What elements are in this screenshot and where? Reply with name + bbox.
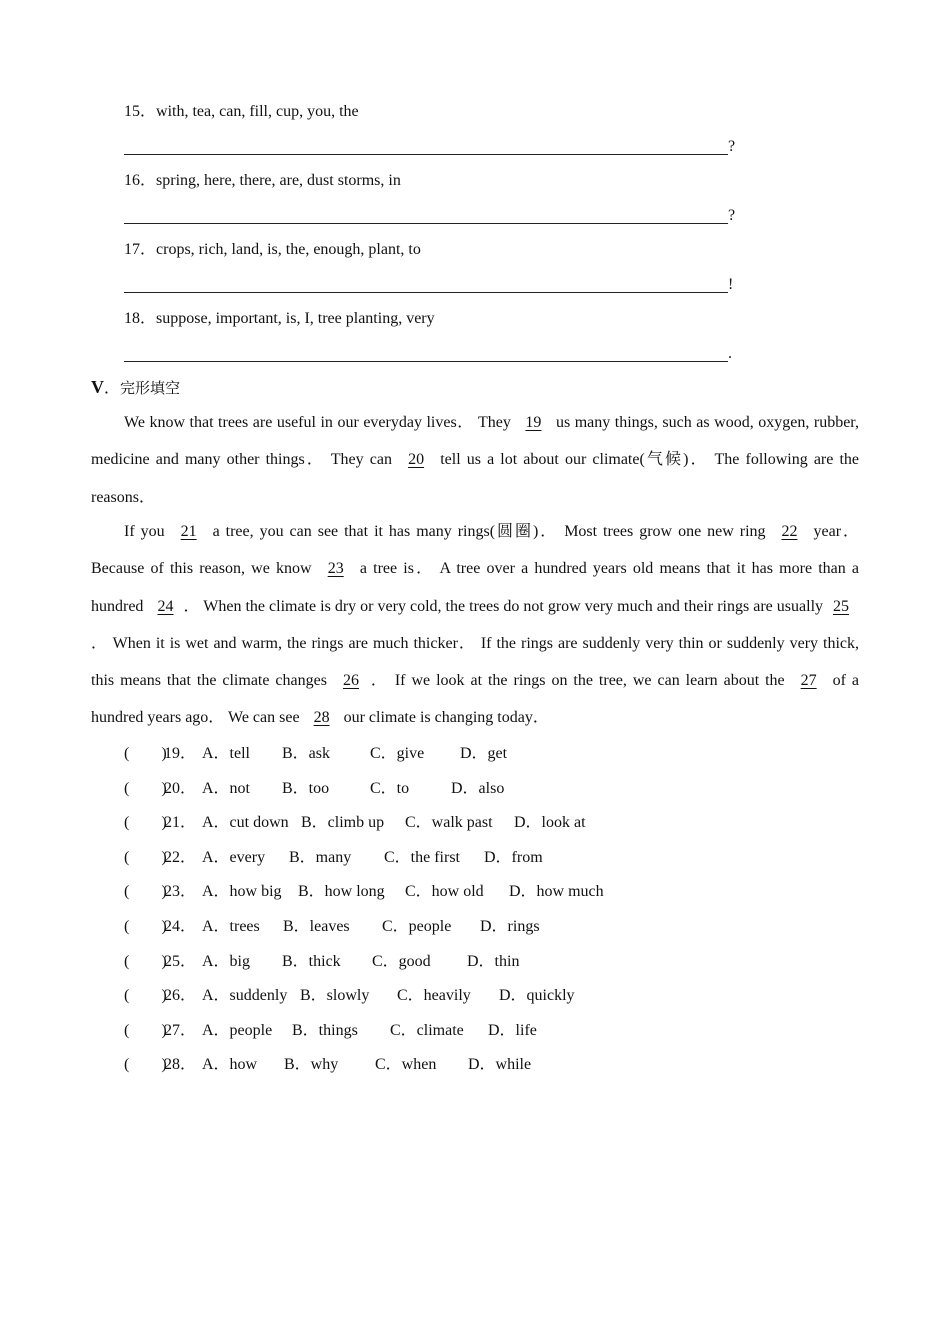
passage-text: If you xyxy=(124,523,165,540)
blank-23[interactable]: 23 xyxy=(327,560,344,578)
option-a[interactable]: A．trees xyxy=(202,918,260,935)
option-a[interactable]: A．tell xyxy=(202,745,250,762)
passage-text: year． Because of this reason, we know xyxy=(91,523,859,578)
answer-line-15[interactable] xyxy=(124,154,728,155)
answer-paren[interactable]: ( ) xyxy=(124,918,167,935)
option-c[interactable]: C．good xyxy=(372,952,431,970)
answer-line-17[interactable] xyxy=(124,292,728,293)
question-number: 19． xyxy=(164,745,197,762)
option-c[interactable]: C．people xyxy=(382,918,452,935)
option-a[interactable]: A．how xyxy=(202,1056,258,1074)
passage-text: a tree is． A tree over a hundred years old means that it has more than a hundred xyxy=(91,560,860,615)
option-b[interactable]: B．how long xyxy=(298,883,385,901)
blank-28[interactable]: 28 xyxy=(313,709,330,727)
question-number: 24． xyxy=(164,918,197,935)
question-number: 23． xyxy=(164,883,197,901)
item-words: with, tea, can, fill, cup, you, the xyxy=(156,103,359,120)
end-punctuation: ? xyxy=(728,138,736,155)
option-a[interactable]: A．people xyxy=(202,1021,273,1039)
option-b[interactable]: B．climb up xyxy=(301,814,385,832)
question-number: 20． xyxy=(164,779,197,797)
blank-26[interactable]: 26 xyxy=(342,672,359,690)
question-number: 27． xyxy=(164,1021,197,1039)
option-d[interactable]: D．from xyxy=(484,848,543,866)
passage-paragraph-2 xyxy=(91,513,859,737)
passage-text: tell us a lot about our climate(气候)． The following are the reasons． xyxy=(91,451,860,506)
option-b[interactable]: B．too xyxy=(282,779,330,797)
blank-22[interactable]: 22 xyxy=(781,523,798,540)
answer-line-16[interactable] xyxy=(124,223,728,224)
blank-25[interactable]: 25 xyxy=(833,597,850,615)
option-b[interactable]: B．why xyxy=(284,1056,339,1074)
option-d[interactable]: D．quickly xyxy=(499,987,575,1005)
option-d[interactable]: D．rings xyxy=(480,918,540,935)
answer-paren[interactable]: ( ) xyxy=(124,779,167,797)
section-dot: ． xyxy=(104,380,121,397)
answer-paren[interactable]: ( ) xyxy=(124,952,167,970)
option-b[interactable]: B．many xyxy=(289,848,352,866)
answer-paren[interactable]: ( ) xyxy=(124,1056,167,1074)
passage-text: a tree, you can see that it has many rings(圆圈)． Most trees grow one new ring xyxy=(212,523,766,540)
option-d[interactable]: D．life xyxy=(488,1021,537,1039)
option-c[interactable]: C．the first xyxy=(384,848,460,866)
question-number: 21． xyxy=(164,814,197,832)
answer-paren[interactable]: ( ) xyxy=(124,745,167,762)
section-title: 完形填空 xyxy=(120,379,181,397)
reorder-item-15 xyxy=(124,102,359,122)
answer-paren[interactable]: ( ) xyxy=(124,848,167,866)
option-b[interactable]: B．things xyxy=(292,1021,358,1039)
option-a[interactable]: A．suddenly xyxy=(202,987,288,1005)
end-punctuation: . xyxy=(728,345,732,362)
passage-text: ． When the climate is dry or very cold, the trees do not grow very much and their rings are usually xyxy=(183,597,824,615)
option-c[interactable]: C．when xyxy=(375,1056,437,1074)
question-number: 26． xyxy=(164,987,197,1005)
passage-text: of a hundred years ago． We can see xyxy=(91,672,860,727)
question-number: 28． xyxy=(164,1056,197,1074)
answer-line-18[interactable] xyxy=(124,361,728,362)
option-a[interactable]: A．every xyxy=(202,848,266,866)
option-c[interactable]: C．walk past xyxy=(405,814,493,832)
item-number: 15． xyxy=(124,103,157,120)
answer-paren[interactable]: ( ) xyxy=(124,987,167,1005)
option-d[interactable]: D．get xyxy=(460,745,508,762)
option-c[interactable]: C．climate xyxy=(390,1021,464,1039)
option-b[interactable]: B．leaves xyxy=(283,918,350,935)
passage-paragraph-1 xyxy=(91,404,859,516)
section-roman: V xyxy=(91,377,104,397)
item-words: crops, rich, land, is, the, enough, plant, to xyxy=(156,241,421,258)
option-a[interactable]: A．big xyxy=(202,952,251,970)
option-d[interactable]: D．also xyxy=(451,779,505,797)
reorder-item-17 xyxy=(124,240,421,260)
option-d[interactable]: D．look at xyxy=(514,814,586,832)
item-number: 16． xyxy=(124,172,157,189)
item-words: suppose, important, is, I, tree planting, very xyxy=(156,310,435,327)
passage-text: our climate is changing today． xyxy=(343,709,549,727)
option-a[interactable]: A．not xyxy=(202,779,251,797)
option-b[interactable]: B．thick xyxy=(282,952,341,970)
option-d[interactable]: D．while xyxy=(468,1056,532,1074)
question-number: 22． xyxy=(164,848,197,866)
answer-paren[interactable]: ( ) xyxy=(124,1021,167,1039)
question-number: 25． xyxy=(164,952,197,970)
section-heading xyxy=(91,377,180,399)
option-c[interactable]: C．heavily xyxy=(397,987,471,1005)
answer-paren[interactable]: ( ) xyxy=(124,814,167,832)
option-c[interactable]: C．give xyxy=(370,745,425,762)
option-b[interactable]: B．ask xyxy=(282,745,331,762)
blank-21[interactable]: 21 xyxy=(180,523,197,540)
reorder-item-18 xyxy=(124,309,435,329)
blank-20[interactable]: 20 xyxy=(408,451,425,469)
passage-text: We know that trees are useful in our everyday lives． They xyxy=(124,414,511,431)
reorder-item-16 xyxy=(124,171,401,191)
answer-paren[interactable]: ( ) xyxy=(124,883,167,901)
option-a[interactable]: A．how big xyxy=(202,883,282,901)
item-words: spring, here, there, are, dust storms, in xyxy=(156,172,401,189)
end-punctuation: ? xyxy=(728,207,736,224)
blank-27[interactable]: 27 xyxy=(800,672,817,690)
passage-text: ． If we look at the rings on the tree, we can learn about the xyxy=(368,672,785,690)
blank-24[interactable]: 24 xyxy=(157,597,174,615)
option-d[interactable]: D．how much xyxy=(509,883,604,901)
option-c[interactable]: C．to xyxy=(370,779,410,797)
end-punctuation: ! xyxy=(728,276,734,293)
passage-text: us many things, such as wood, oxygen, rubber, medicine and many other things． They can xyxy=(91,414,859,469)
option-c[interactable]: C．how old xyxy=(405,883,484,901)
option-b[interactable]: B．slowly xyxy=(300,987,370,1005)
item-number: 18． xyxy=(124,310,157,327)
blank-19[interactable]: 19 xyxy=(525,414,542,431)
option-a[interactable]: A．cut down xyxy=(202,814,289,832)
option-d[interactable]: D．thin xyxy=(467,952,520,970)
passage-text: ． When it is wet and warm, the rings are much thicker． If the rings are suddenly very thin or suddenly very thick, this means that the climate changes xyxy=(91,634,859,690)
item-number: 17． xyxy=(124,241,157,258)
